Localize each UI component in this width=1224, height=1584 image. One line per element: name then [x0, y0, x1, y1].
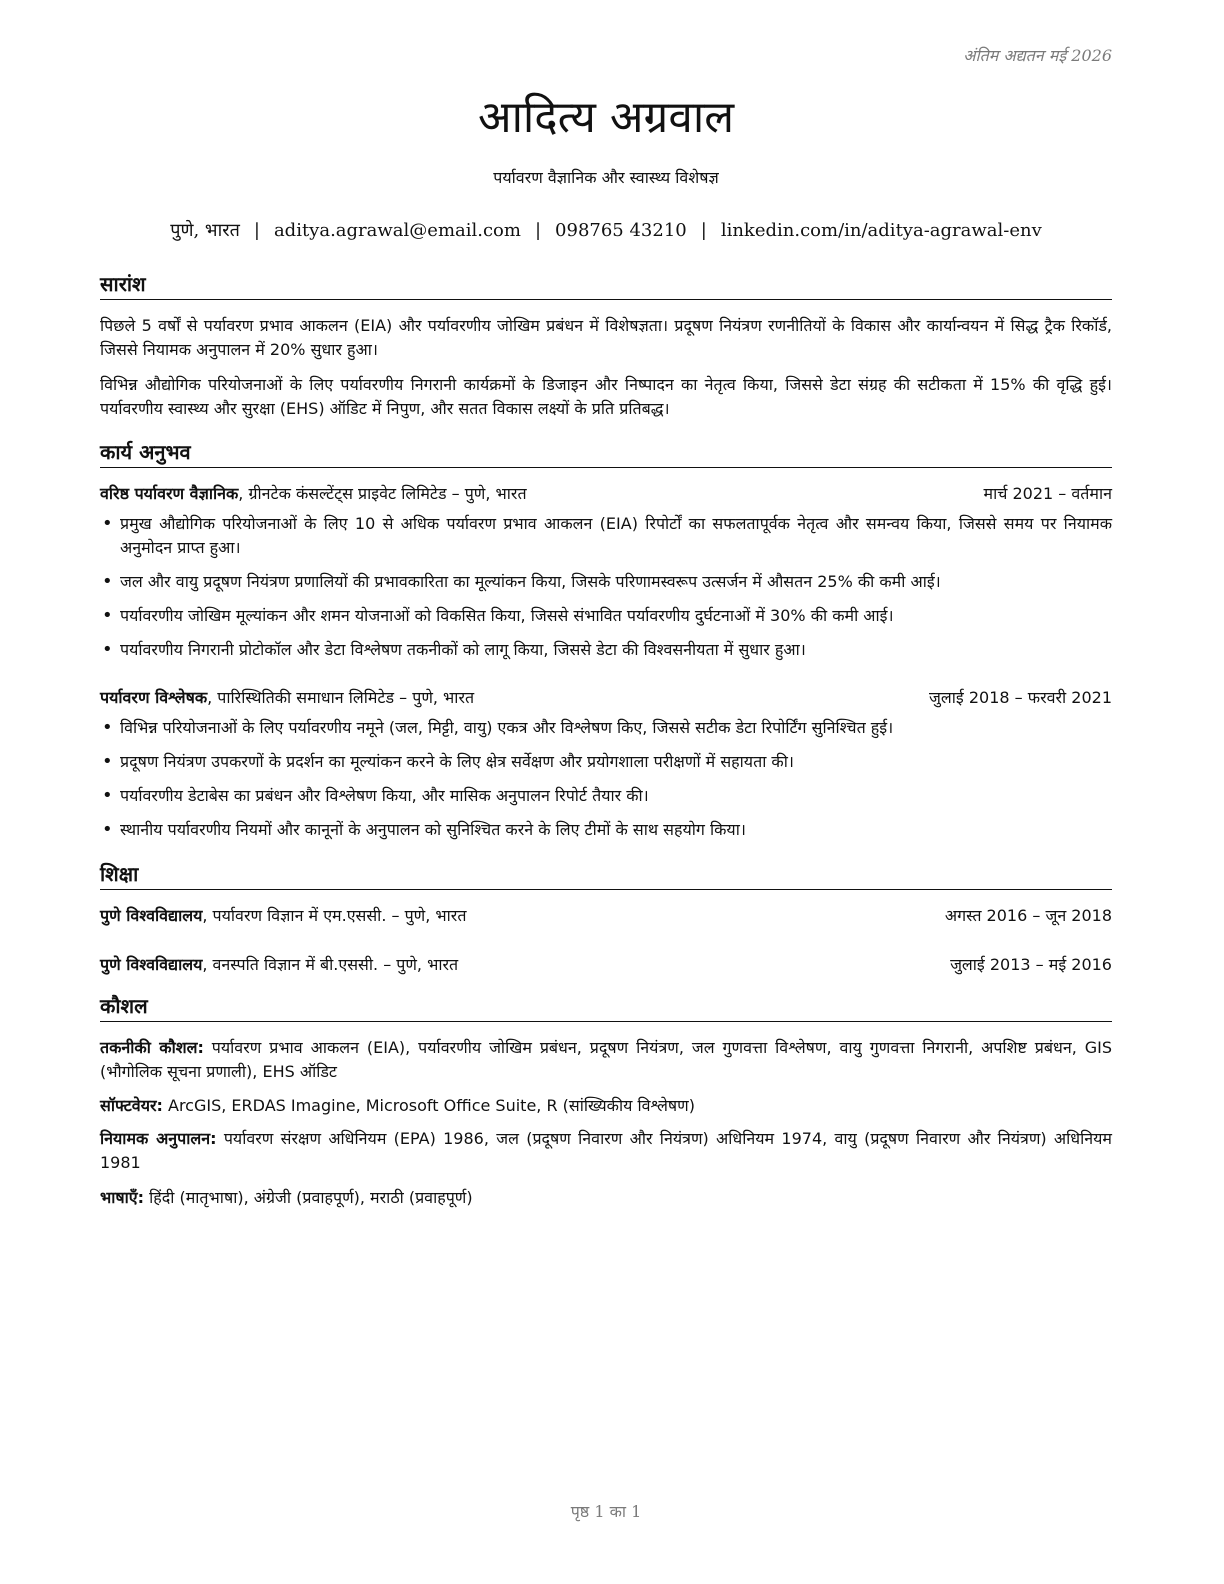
list-item: • स्थानीय पर्यावरणीय नियमों और कानूनों के अनुपालन को सुनिश्चित करने के लिए टीमों के साथ सहयोग किया।: [100, 818, 1112, 842]
skill-label: सॉफ्टवेयर:: [100, 1096, 163, 1115]
education-dates: जुलाई 2013 – मई 2016: [950, 955, 1112, 974]
summary-paragraph: पिछले 5 वर्षों से पर्यावरण प्रभाव आकलन (EIA) और पर्यावरणीय जोखिम प्रबंधन में विशेषज्ञता। प्रदूषण नियंत्रण रणनीतियों के विकास और कार्यान्वयन में सिद्ध ट्रैक रिकॉर्ड, जिससे नियामक अनुपालन में 20% सुधार हुआ।: [100, 316, 1112, 359]
summary-paragraph: विभिन्न औद्योगिक परियोजनाओं के लिए पर्यावरणीय निगरानी कार्यक्रमों के डिजाइन और निष्पादन का नेतृत्व किया, जिससे डेटा संग्रह की सटीकता में 15% की वृद्धि हुई। पर्यावरणीय स्वास्थ्य और सुरक्षा (EHS) ऑडिट में निपुण, और सतत विकास लक्ष्यों के प्रति प्रतिबद्ध।: [100, 375, 1112, 418]
education-entry: [100, 904, 1112, 928]
section-title-education: शिक्षा: [100, 860, 1112, 890]
skill-value: ArcGIS, ERDAS Imagine, Microsoft Office Suite, R (सांख्यिकीय विश्लेषण): [162, 1096, 695, 1115]
job-heading: [100, 482, 527, 506]
education-heading: [100, 953, 458, 977]
job-org: , ग्रीनटेक कंसल्टेंट्स प्राइवेट लिमिटेड – पुणे, भारत: [238, 484, 527, 503]
contact-separator: |: [253, 220, 260, 241]
list-item: • पर्यावरणीय डेटाबेस का प्रबंधन और विश्लेषण किया, और मासिक अनुपालन रिपोर्ट तैयार की।: [100, 784, 1112, 808]
education-degree: , पर्यावरण विज्ञान में एम.एससी. – पुणे, भारत: [202, 906, 467, 925]
job-bullet-list: [100, 512, 1112, 672]
resume-page: [100, 0, 1112, 1584]
contact-phone[interactable]: 098765 43210: [555, 220, 687, 241]
skill-label: तकनीकी कौशल:: [100, 1038, 204, 1057]
list-item: • जल और वायु प्रदूषण नियंत्रण प्रणालियों की प्रभावकारिता का मूल्यांकन किया, जिसके परिणामस्वरूप उत्सर्जन में औसतन 25% की कमी आई।: [100, 570, 1112, 594]
skill-line: [100, 1094, 1112, 1118]
skill-value: हिंदी (मातृभाषा), अंग्रेजी (प्रवाहपूर्ण), मराठी (प्रवाहपूर्ण): [144, 1188, 473, 1207]
job-header: [100, 482, 1112, 506]
section-title-experience: कार्य अनुभव: [100, 438, 1112, 468]
contact-line: [100, 218, 1112, 244]
job-header: [100, 686, 1112, 710]
last-updated-note: अंतिम अद्यतन मई 2026: [963, 46, 1112, 65]
candidate-name: आदित्य अग्रवाल: [477, 92, 735, 143]
job-dates: मार्च 2021 – वर्तमान: [983, 484, 1112, 503]
contact-separator: |: [534, 220, 542, 241]
education-entry: [100, 953, 1112, 977]
section-title-summary: सारांश: [100, 270, 1112, 300]
skill-value: पर्यावरण प्रभाव आकलन (EIA), पर्यावरणीय जोखिम प्रबंधन, प्रदूषण नियंत्रण, जल गुणवत्ता विश्लेषण, वायु गुणवत्ता निगरानी, अपशिष्ट प्रबंधन, GIS (भौगोलिक सूचना प्रणाली), EHS ऑडिट: [100, 1038, 1113, 1081]
job-dates: जुलाई 2018 – फरवरी 2021: [929, 688, 1112, 707]
education-degree: , वनस्पति विज्ञान में बी.एससी. – पुणे, भारत: [202, 955, 459, 974]
list-item: • पर्यावरणीय निगरानी प्रोटोकॉल और डेटा विश्लेषण तकनीकों को लागू किया, जिससे डेटा की विश्वसनीयता में सुधार हुआ।: [100, 638, 1112, 662]
job-org: , पारिस्थितिकी समाधान लिमिटेड – पुणे, भारत: [207, 688, 475, 707]
skill-label: नियामक अनुपालन:: [100, 1129, 217, 1148]
list-item: • पर्यावरणीय जोखिम मूल्यांकन और शमन योजनाओं को विकसित किया, जिससे संभावित पर्यावरणीय दुर्घटनाओं में 30% की कमी आई।: [100, 604, 1112, 628]
education-school: पुणे विश्वविद्यालय: [100, 906, 203, 925]
list-item: • विभिन्न परियोजनाओं के लिए पर्यावरणीय नमूने (जल, मिट्टी, वायु) एकत्र और विश्लेषण किए, जिससे सटीक डेटा रिपोर्टिंग सुनिश्चित हुई।: [100, 716, 1112, 740]
section-title-skills: कौशल: [100, 992, 1112, 1022]
contact-separator: |: [700, 220, 707, 241]
list-item: • प्रदूषण नियंत्रण उपकरणों के प्रदर्शन का मूल्यांकन करने के लिए क्षेत्र सर्वेक्षण और प्रयोगशाला परीक्षणों में सहायता की।: [100, 750, 1112, 774]
job-role: पर्यावरण विश्लेषक: [100, 688, 208, 707]
skill-label: भाषाएँ:: [100, 1188, 145, 1207]
job-bullet-list: [100, 716, 1112, 852]
skill-value: पर्यावरण संरक्षण अधिनियम (EPA) 1986, जल (प्रदूषण निवारण और नियंत्रण) अधिनियम 1974, वायु (प्रदूषण निवारण और नियंत्रण) अधिनियम 1981: [100, 1129, 1112, 1172]
contact-email[interactable]: aditya.agrawal@email.com: [273, 220, 521, 241]
job-heading: [100, 686, 474, 710]
candidate-title: पर्यावरण वैज्ञानिक और स्वास्थ्य विशेषज्ञ: [493, 168, 719, 187]
skill-line: [100, 1127, 1112, 1175]
education-heading: [100, 904, 466, 928]
list-item: • प्रमुख औद्योगिक परियोजनाओं के लिए 10 से अधिक पर्यावरण प्रभाव आकलन (EIA) रिपोर्टों का सफलतापूर्वक नेतृत्व और समन्वय किया, जिससे समय पर नियामक अनुमोदन प्राप्त हुआ।: [100, 512, 1112, 560]
job-role: वरिष्ठ पर्यावरण वैज्ञानिक: [100, 484, 239, 503]
contact-location: पुणे, भारत: [170, 220, 240, 241]
education-school: पुणे विश्वविद्यालय: [100, 955, 203, 974]
education-dates: अगस्त 2016 – जून 2018: [944, 906, 1112, 925]
page-number: पृष्ठ 1 का 1: [570, 1502, 642, 1521]
skill-line: [100, 1186, 1112, 1210]
contact-linkedin[interactable]: linkedin.com/in/aditya-agrawal-env: [720, 220, 1042, 241]
skill-line: [100, 1036, 1112, 1084]
